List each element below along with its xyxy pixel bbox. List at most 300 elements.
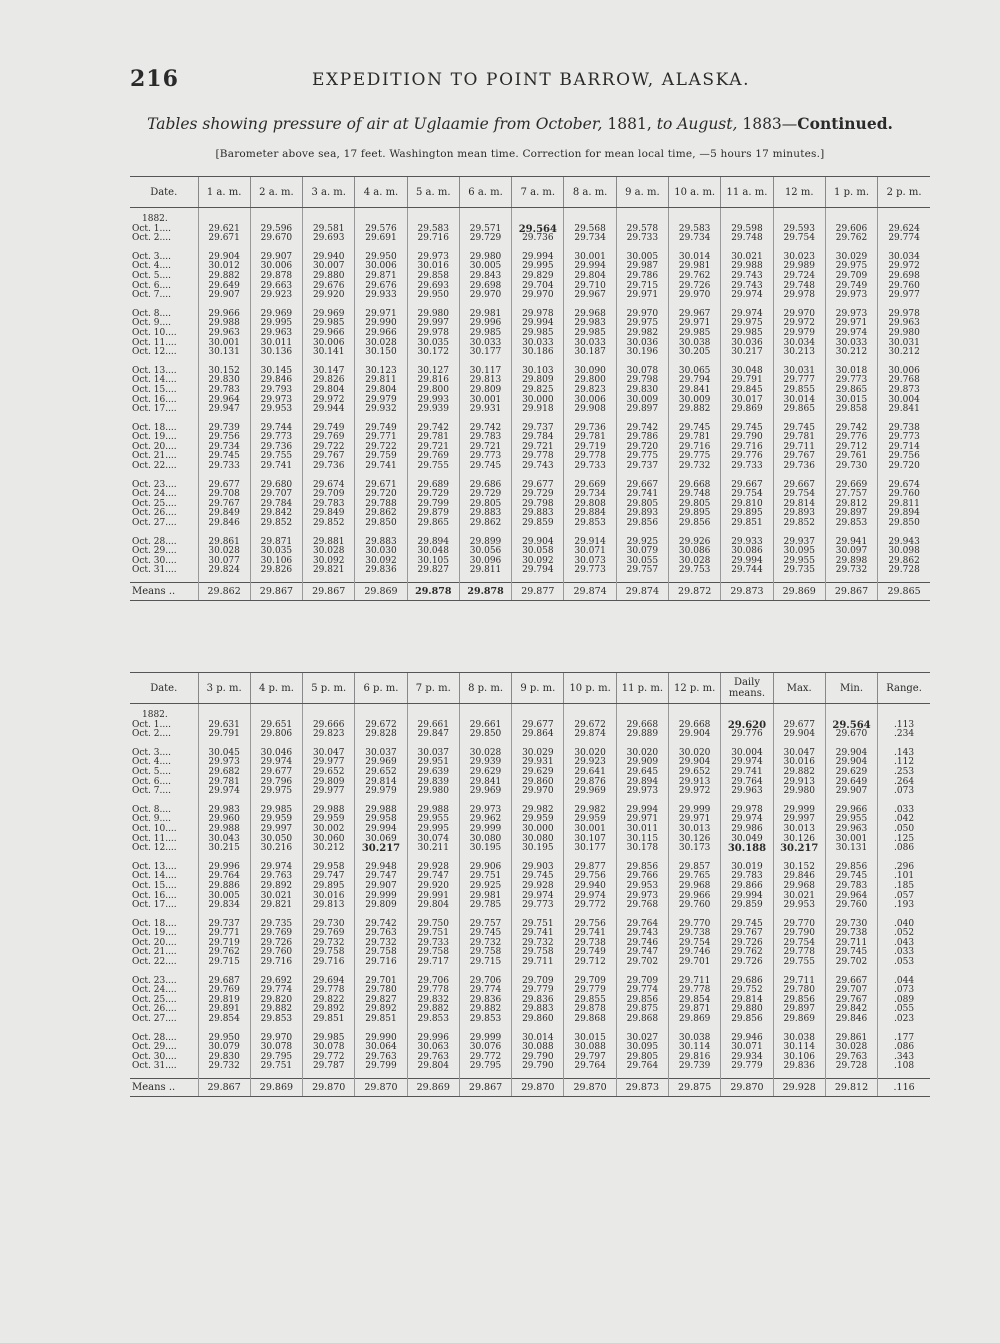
- value-cell: 29.994: [355, 825, 407, 835]
- value-cell: 29.770: [669, 920, 721, 930]
- value-cell: 30.055: [616, 557, 668, 567]
- value-cell: 30.212: [878, 348, 930, 358]
- title-part: Continued.: [797, 114, 893, 133]
- table-row: [130, 1015, 930, 1025]
- value-cell: 29.694: [303, 977, 355, 987]
- value-cell: 30.014: [512, 1034, 564, 1044]
- value-cell: 30.000: [512, 825, 564, 835]
- value-cell: 29.968: [773, 882, 825, 892]
- empty-cell: [355, 704, 407, 721]
- value-cell: 29.629: [512, 768, 564, 778]
- value-cell: 29.790: [512, 1062, 564, 1072]
- value-cell: 29.800: [564, 376, 616, 386]
- value-cell: 29.808: [564, 500, 616, 510]
- value-cell: 30.047: [773, 749, 825, 759]
- value-cell: 29.855: [564, 996, 616, 1006]
- value-cell: 29.784: [250, 500, 302, 510]
- value-cell: 29.576: [355, 225, 407, 235]
- date-cell: Oct. 29....: [132, 1042, 177, 1053]
- value-cell: 29.774: [616, 986, 668, 996]
- value-cell: .193: [878, 901, 930, 911]
- value-cell: 29.745: [825, 948, 877, 958]
- value-cell: 29.994: [564, 262, 616, 272]
- value-cell: 29.977: [303, 787, 355, 797]
- value-cell: .057: [878, 892, 930, 902]
- value-cell: 29.841: [459, 778, 511, 788]
- header-row: [130, 177, 930, 208]
- value-cell: 30.028: [669, 557, 721, 567]
- value-cell: 29.706: [407, 977, 459, 987]
- value-cell: 29.716: [303, 958, 355, 968]
- table-row: [130, 234, 930, 244]
- value-cell: 29.811: [459, 566, 511, 576]
- value-cell: 29.667: [773, 481, 825, 491]
- value-cell: 29.593: [773, 225, 825, 235]
- date-cell: Oct. 14....: [132, 871, 177, 882]
- value-cell: 29.869: [773, 1015, 825, 1025]
- table-row: [130, 519, 930, 529]
- value-cell: 30.152: [773, 863, 825, 873]
- value-cell: 29.853: [250, 1015, 302, 1025]
- date-cell: Oct. 5....: [132, 766, 171, 777]
- value-cell: 29.988: [407, 806, 459, 816]
- value-cell: 30.088: [512, 1043, 564, 1053]
- value-cell: 30.015: [564, 1034, 616, 1044]
- value-cell: 29.904: [512, 538, 564, 548]
- value-cell: 30.006: [878, 367, 930, 377]
- value-cell: 29.788: [355, 500, 407, 510]
- value-cell: 29.755: [250, 452, 302, 462]
- value-cell: 29.861: [825, 1034, 877, 1044]
- value-cell: 29.716: [669, 443, 721, 453]
- value-cell: 29.707: [250, 490, 302, 500]
- value-cell: 29.734: [564, 490, 616, 500]
- value-cell: 30.077: [198, 557, 250, 567]
- value-cell: 29.773: [512, 901, 564, 911]
- value-cell: 29.732: [355, 939, 407, 949]
- value-cell: 29.734: [198, 443, 250, 453]
- value-cell: 30.205: [669, 348, 721, 358]
- value-cell: 29.882: [669, 405, 721, 415]
- value-cell: 29.767: [198, 500, 250, 510]
- value-cell: 30.106: [250, 557, 302, 567]
- value-cell: 29.755: [773, 958, 825, 968]
- value-cell: 30.086: [721, 547, 773, 557]
- value-cell: 30.136: [250, 348, 302, 358]
- value-cell: 29.892: [250, 882, 302, 892]
- column-header: 12 m.: [773, 177, 825, 208]
- value-cell: 29.752: [721, 986, 773, 996]
- value-cell: 29.666: [303, 721, 355, 731]
- value-cell: 29.989: [773, 262, 825, 272]
- value-cell: 29.730: [825, 462, 877, 472]
- value-cell: 30.092: [512, 557, 564, 567]
- value-cell: 30.020: [564, 749, 616, 759]
- value-cell: 29.719: [198, 939, 250, 949]
- value-cell: 29.979: [773, 329, 825, 339]
- column-header: 4 p. m.: [250, 673, 302, 704]
- value-cell: 30.195: [512, 844, 564, 854]
- pressure-table-pm: [130, 672, 930, 1097]
- value-cell: 29.781: [773, 433, 825, 443]
- value-cell: 29.882: [773, 768, 825, 778]
- value-cell: 30.016: [407, 262, 459, 272]
- value-cell: 29.882: [407, 1005, 459, 1015]
- value-cell: 30.033: [459, 339, 511, 349]
- date-cell: Oct. 12....: [132, 843, 177, 854]
- value-cell: 29.813: [303, 901, 355, 911]
- value-cell: 29.970: [512, 291, 564, 301]
- value-cell: 29.780: [355, 986, 407, 996]
- value-cell: 29.947: [198, 405, 250, 415]
- value-cell: 29.760: [878, 282, 930, 292]
- value-cell: 29.745: [459, 929, 511, 939]
- value-cell: 29.826: [303, 376, 355, 386]
- value-cell: 29.726: [250, 939, 302, 949]
- value-cell: 29.738: [878, 424, 930, 434]
- value-cell: 29.832: [407, 996, 459, 1006]
- value-cell: 29.744: [721, 566, 773, 576]
- value-cell: 30.020: [616, 749, 668, 759]
- value-cell: 29.719: [564, 443, 616, 453]
- value-cell: 29.778: [669, 986, 721, 996]
- value-cell: 29.826: [250, 566, 302, 576]
- value-cell: 29.925: [459, 882, 511, 892]
- value-cell: 30.114: [773, 1043, 825, 1053]
- value-cell: 29.722: [303, 443, 355, 453]
- value-cell: 30.004: [721, 749, 773, 759]
- value-cell: 29.687: [198, 977, 250, 987]
- value-cell: 30.043: [198, 835, 250, 845]
- value-cell: 29.674: [303, 481, 355, 491]
- value-cell: 30.060: [303, 835, 355, 845]
- column-header: 6 a. m.: [459, 177, 511, 208]
- value-cell: 29.771: [198, 929, 250, 939]
- value-cell: 29.904: [773, 730, 825, 740]
- date-cell: Oct. 26....: [132, 1004, 177, 1015]
- value-cell: 29.743: [721, 282, 773, 292]
- value-cell: 29.953: [773, 901, 825, 911]
- value-cell: .023: [878, 1015, 930, 1025]
- date-cell: Oct. 4....: [132, 757, 171, 768]
- value-cell: 30.021: [250, 892, 302, 902]
- value-cell: 29.775: [669, 452, 721, 462]
- value-cell: 29.711: [512, 958, 564, 968]
- value-cell: 29.871: [355, 272, 407, 282]
- value-cell: 29.866: [721, 882, 773, 892]
- value-cell: .033: [878, 806, 930, 816]
- value-cell: 29.667: [721, 481, 773, 491]
- means-value: 29.865: [878, 583, 930, 601]
- value-cell: 29.748: [773, 282, 825, 292]
- value-cell: 29.925: [616, 538, 668, 548]
- value-cell: 29.779: [512, 986, 564, 996]
- column-header: 7 p. m.: [407, 673, 459, 704]
- value-cell: 29.743: [616, 929, 668, 939]
- year-row: [130, 704, 930, 721]
- empty-cell: [721, 208, 773, 225]
- value-cell: 29.811: [878, 500, 930, 510]
- value-cell: 30.131: [198, 348, 250, 358]
- value-cell: 29.756: [564, 920, 616, 930]
- value-cell: 29.751: [250, 1062, 302, 1072]
- value-cell: 29.741: [616, 490, 668, 500]
- value-cell: 29.889: [616, 730, 668, 740]
- value-cell: 29.978: [773, 291, 825, 301]
- value-cell: 29.971: [355, 310, 407, 320]
- value-cell: 29.861: [198, 538, 250, 548]
- value-cell: 30.117: [459, 367, 511, 377]
- value-cell: 29.774: [250, 986, 302, 996]
- means-value: .116: [878, 1079, 930, 1097]
- empty-cell: [878, 704, 930, 721]
- value-cell: 29.771: [355, 433, 407, 443]
- value-cell: 29.763: [250, 872, 302, 882]
- value-cell: 29.767: [721, 929, 773, 939]
- value-cell: 29.975: [616, 319, 668, 329]
- value-cell: 30.002: [303, 825, 355, 835]
- value-cell: 29.738: [669, 929, 721, 939]
- value-cell: 29.568: [564, 225, 616, 235]
- value-cell: 29.693: [303, 234, 355, 244]
- header-row: [130, 673, 930, 704]
- value-cell: 30.095: [773, 547, 825, 557]
- means-value: 29.878: [407, 583, 459, 601]
- date-cell: Oct. 20....: [132, 937, 177, 948]
- value-cell: 29.742: [407, 424, 459, 434]
- value-cell: 29.868: [616, 1015, 668, 1025]
- value-cell: 30.195: [459, 844, 511, 854]
- empty-cell: [198, 208, 250, 225]
- value-cell: 29.758: [459, 948, 511, 958]
- value-cell: 29.850: [355, 519, 407, 529]
- value-cell: 29.990: [355, 319, 407, 329]
- value-cell: 29.997: [773, 815, 825, 825]
- value-cell: 29.849: [303, 509, 355, 519]
- value-cell: 29.973: [407, 253, 459, 263]
- value-cell: 29.743: [512, 462, 564, 472]
- value-cell: 29.661: [407, 721, 459, 731]
- value-cell: 29.701: [355, 977, 407, 987]
- value-cell: 29.962: [459, 815, 511, 825]
- value-cell: 29.856: [616, 996, 668, 1006]
- value-cell: 29.994: [721, 892, 773, 902]
- date-cell: Oct. 13....: [132, 861, 177, 872]
- value-cell: 30.065: [669, 367, 721, 377]
- value-cell: 29.860: [512, 778, 564, 788]
- value-cell: 29.865: [407, 519, 459, 529]
- value-cell: 29.737: [512, 424, 564, 434]
- value-cell: 30.105: [407, 557, 459, 567]
- value-cell: 30.038: [669, 1034, 721, 1044]
- empty-cell: [773, 704, 825, 721]
- value-cell: 29.794: [512, 566, 564, 576]
- value-cell: 29.791: [721, 376, 773, 386]
- value-cell: 29.710: [564, 282, 616, 292]
- value-cell: 30.071: [721, 1043, 773, 1053]
- value-cell: 29.800: [407, 386, 459, 396]
- value-cell: 29.732: [669, 462, 721, 472]
- value-cell: 29.743: [721, 272, 773, 282]
- value-cell: 29.928: [512, 882, 564, 892]
- value-cell: 29.878: [250, 272, 302, 282]
- value-cell: 29.982: [564, 806, 616, 816]
- value-cell: 29.993: [407, 396, 459, 406]
- value-cell: 29.836: [773, 1062, 825, 1072]
- value-cell: 30.172: [407, 348, 459, 358]
- value-cell: 29.830: [616, 386, 668, 396]
- value-cell: 30.177: [564, 844, 616, 854]
- value-cell: 30.186: [512, 348, 564, 358]
- value-cell: 29.969: [303, 310, 355, 320]
- value-cell: 29.745: [825, 872, 877, 882]
- value-cell: 29.973: [825, 291, 877, 301]
- column-header: 12 p. m.: [669, 673, 721, 704]
- value-cell: 29.724: [773, 272, 825, 282]
- value-cell: 29.978: [407, 329, 459, 339]
- date-cell: Oct. 16....: [132, 890, 177, 901]
- table-body: [130, 208, 930, 601]
- value-cell: 29.904: [825, 758, 877, 768]
- value-cell: 29.745: [669, 424, 721, 434]
- column-header: 11 p. m.: [616, 673, 668, 704]
- value-cell: .086: [878, 844, 930, 854]
- value-cell: 29.871: [669, 1005, 721, 1015]
- value-cell: 29.754: [773, 234, 825, 244]
- value-cell: 29.849: [198, 509, 250, 519]
- date-cell: Oct. 1....: [132, 719, 171, 730]
- date-cell: Oct. 13....: [132, 365, 177, 376]
- value-cell: 29.721: [512, 443, 564, 453]
- value-cell: 29.669: [825, 481, 877, 491]
- value-cell: 29.856: [721, 1015, 773, 1025]
- date-cell: Oct. 30....: [132, 1051, 177, 1062]
- value-cell: 30.071: [564, 547, 616, 557]
- value-cell: 29.816: [407, 376, 459, 386]
- value-cell: 30.018: [825, 367, 877, 377]
- value-cell: 29.904: [198, 253, 250, 263]
- value-cell: 29.841: [669, 386, 721, 396]
- value-cell: 29.738: [825, 929, 877, 939]
- value-cell: 29.721: [407, 443, 459, 453]
- value-cell: 29.974: [825, 329, 877, 339]
- means-value: 29.873: [721, 583, 773, 601]
- means-value: 29.867: [250, 583, 302, 601]
- value-cell: 29.970: [459, 291, 511, 301]
- value-cell: 29.768: [616, 901, 668, 911]
- value-cell: 29.994: [616, 806, 668, 816]
- value-cell: 29.729: [459, 234, 511, 244]
- value-cell: 29.816: [669, 1053, 721, 1063]
- value-cell: 29.810: [721, 500, 773, 510]
- date-cell: Oct. 19....: [132, 432, 177, 443]
- value-cell: 30.016: [773, 758, 825, 768]
- value-cell: 30.034: [878, 253, 930, 263]
- value-cell: 29.728: [825, 1062, 877, 1072]
- value-cell: .042: [878, 815, 930, 825]
- value-cell: 29.852: [303, 519, 355, 529]
- value-cell: 29.973: [616, 892, 668, 902]
- value-cell: 29.814: [773, 500, 825, 510]
- value-cell: 29.904: [669, 758, 721, 768]
- column-header: 1 a. m.: [198, 177, 250, 208]
- value-cell: 29.741: [250, 462, 302, 472]
- date-cell: Oct. 30....: [132, 555, 177, 566]
- value-cell: 29.751: [512, 920, 564, 930]
- value-cell: 29.820: [250, 996, 302, 1006]
- means-value: 29.869: [250, 1079, 302, 1097]
- value-cell: 29.934: [721, 1053, 773, 1063]
- value-cell: 29.767: [773, 452, 825, 462]
- value-cell: 29.973: [250, 396, 302, 406]
- value-cell: 29.741: [355, 462, 407, 472]
- value-cell: 29.692: [250, 977, 302, 987]
- value-cell: 30.188: [721, 844, 773, 854]
- empty-cell: [878, 208, 930, 225]
- value-cell: .185: [878, 882, 930, 892]
- value-cell: 29.742: [459, 424, 511, 434]
- value-cell: 29.850: [459, 730, 511, 740]
- value-cell: 29.836: [355, 566, 407, 576]
- value-cell: 29.907: [250, 253, 302, 263]
- value-cell: 30.023: [773, 253, 825, 263]
- value-cell: 29.959: [564, 815, 616, 825]
- value-cell: 29.734: [669, 234, 721, 244]
- value-cell: 29.715: [459, 958, 511, 968]
- value-cell: 30.036: [721, 339, 773, 349]
- value-cell: 30.177: [459, 348, 511, 358]
- date-cell: Oct. 6....: [132, 776, 171, 787]
- value-cell: 29.736: [773, 462, 825, 472]
- value-cell: 29.843: [459, 272, 511, 282]
- means-value: 29.928: [773, 1079, 825, 1097]
- value-cell: 29.842: [825, 1005, 877, 1015]
- value-cell: .040: [878, 920, 930, 930]
- value-cell: 29.999: [773, 806, 825, 816]
- date-cell: Oct. 18....: [132, 422, 177, 433]
- value-cell: 29.937: [773, 538, 825, 548]
- date-cell: Oct. 19....: [132, 928, 177, 939]
- value-cell: 29.913: [669, 778, 721, 788]
- value-cell: 29.880: [721, 1005, 773, 1015]
- value-cell: 29.899: [459, 538, 511, 548]
- value-cell: 29.757: [616, 566, 668, 576]
- value-cell: 29.778: [303, 986, 355, 996]
- value-cell: 29.987: [616, 262, 668, 272]
- value-cell: 29.760: [878, 490, 930, 500]
- value-cell: 29.762: [669, 272, 721, 282]
- value-cell: 29.862: [355, 509, 407, 519]
- value-cell: 29.851: [721, 519, 773, 529]
- value-cell: 29.988: [198, 319, 250, 329]
- value-cell: 29.761: [825, 452, 877, 462]
- value-cell: 29.842: [250, 509, 302, 519]
- value-cell: 30.049: [721, 835, 773, 845]
- value-cell: 29.701: [669, 958, 721, 968]
- date-cell: Oct. 22....: [132, 957, 177, 968]
- value-cell: .044: [878, 977, 930, 987]
- column-header: 4 a. m.: [355, 177, 407, 208]
- value-cell: 29.970: [773, 310, 825, 320]
- value-cell: 29.846: [198, 519, 250, 529]
- value-cell: 29.709: [825, 272, 877, 282]
- value-cell: 29.951: [407, 758, 459, 768]
- column-header: 8 a. m.: [564, 177, 616, 208]
- value-cell: 29.677: [512, 481, 564, 491]
- value-cell: 29.859: [512, 519, 564, 529]
- value-cell: 29.953: [250, 405, 302, 415]
- value-cell: 29.988: [355, 806, 407, 816]
